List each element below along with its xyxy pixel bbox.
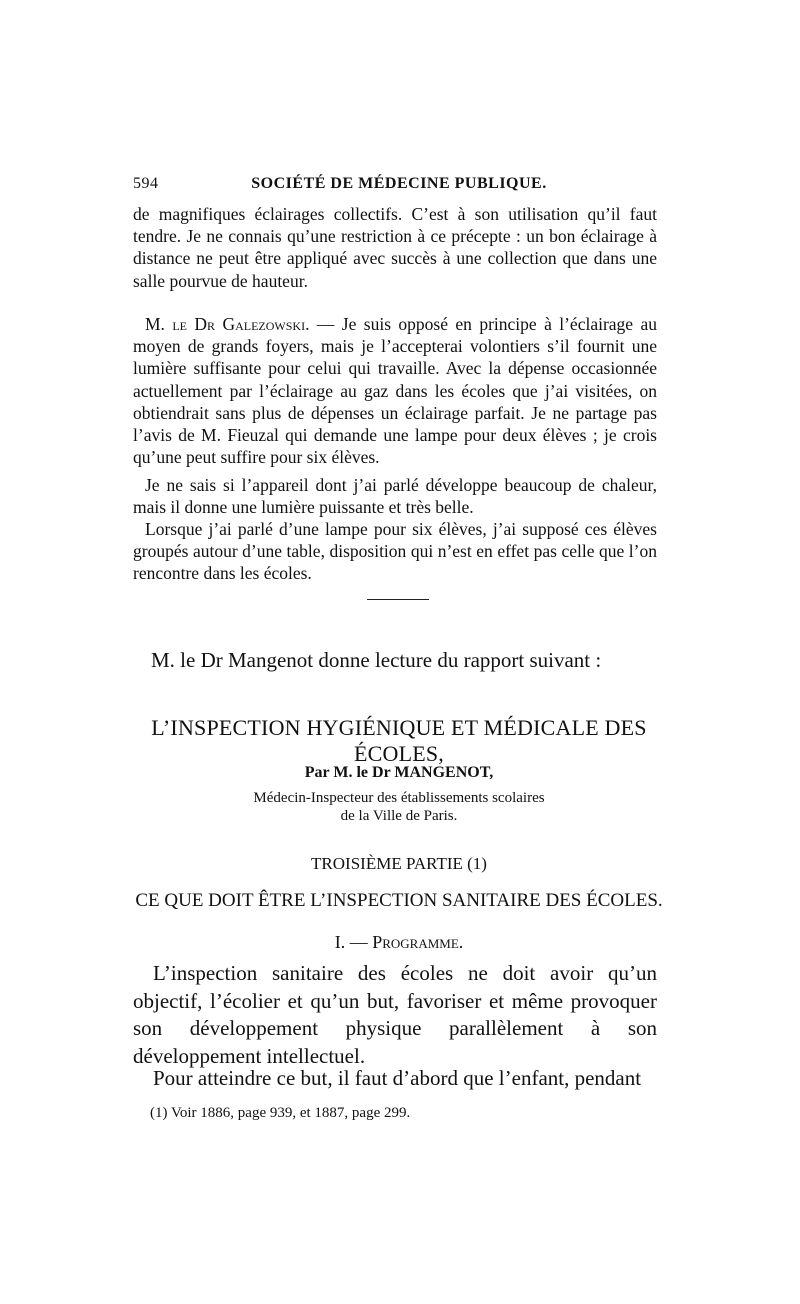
speaker-text: — Je suis opposé en principe à l’éclairage au moyen de grands foyers, mais je l’accepterai volontiers s’il fournit une lumière suffisante pour celui qui travaille. Avec la dépense occasionnée actuellement par l’éclairage au gaz dans les écoles que j’ai visitées, on obtiendrait sans plus de dépenses un éclairage parfait. Je ne partage pas l’avis de M. Fieuzal qui demande une lampe pour deux élèves ; je crois qu’une peut suffire pour six élèves.	[133, 314, 657, 468]
author-affiliation-line1: Médecin-Inspecteur des établissements scolaires	[253, 790, 545, 806]
running-title: SOCIÉTÉ DE MÉDECINE PUBLIQUE.	[251, 175, 547, 192]
section-heading: I. — Programme.	[334, 932, 464, 952]
section-divider	[367, 599, 429, 600]
paragraph-appareil: Je ne sais si l’appareil dont j’ai parlé développe beaucoup de chaleur, mais il donne une lumière puissante et très belle.	[133, 475, 657, 518]
part-heading: TROISIÈME PARTIE (1)	[311, 854, 487, 873]
paragraph-galezowski	[133, 313, 657, 468]
speaker-name: M. le Dr Galezowski.	[145, 314, 310, 334]
author-affiliation-line2: de la Ville de Paris.	[340, 808, 458, 824]
report-paragraph-1: L’inspection sanitaire des écoles ne doit avoir qu’un objectif, l’écolier et qu’un but, favoriser et même provoquer son développement physique parallèlement à son développement intellectuel.	[133, 961, 657, 1068]
paragraph-continuation: de magnifiques éclairages collectifs. C’est à son utilisation qu’il faut tendre. Je ne connais qu’une restriction à ce précepte : un bon éclairage à distance ne peut être appliqué avec succès à une collection que dans une salle pourvue de hauteur.	[133, 204, 657, 291]
paragraph-lampe: Lorsque j’ai parlé d’une lampe pour six élèves, j’ai supposé ces élèves groupés autour d’une table, disposition qui n’est en effet pas celle que l’on rencontre dans les écoles.	[133, 519, 657, 584]
report-title: L’INSPECTION HYGIÉNIQUE ET MÉDICALE DES ÉCOLES,	[151, 715, 647, 766]
report-byline: Par M. le Dr MANGENOT,	[304, 764, 494, 781]
page-number: 594	[133, 175, 159, 192]
running-header	[133, 175, 665, 197]
footnote: (1) Voir 1886, page 939, et 1887, page 299.	[150, 1105, 411, 1121]
part-subtitle: CE QUE DOIT ÊTRE L’INSPECTION SANITAIRE DES ÉCOLES.	[135, 890, 663, 911]
report-paragraph-2: Pour atteindre ce but, il faut d’abord que l’enfant, pendant	[153, 1066, 642, 1090]
report-intro: M. le Dr Mangenot donne lecture du rapport suivant :	[151, 648, 602, 672]
